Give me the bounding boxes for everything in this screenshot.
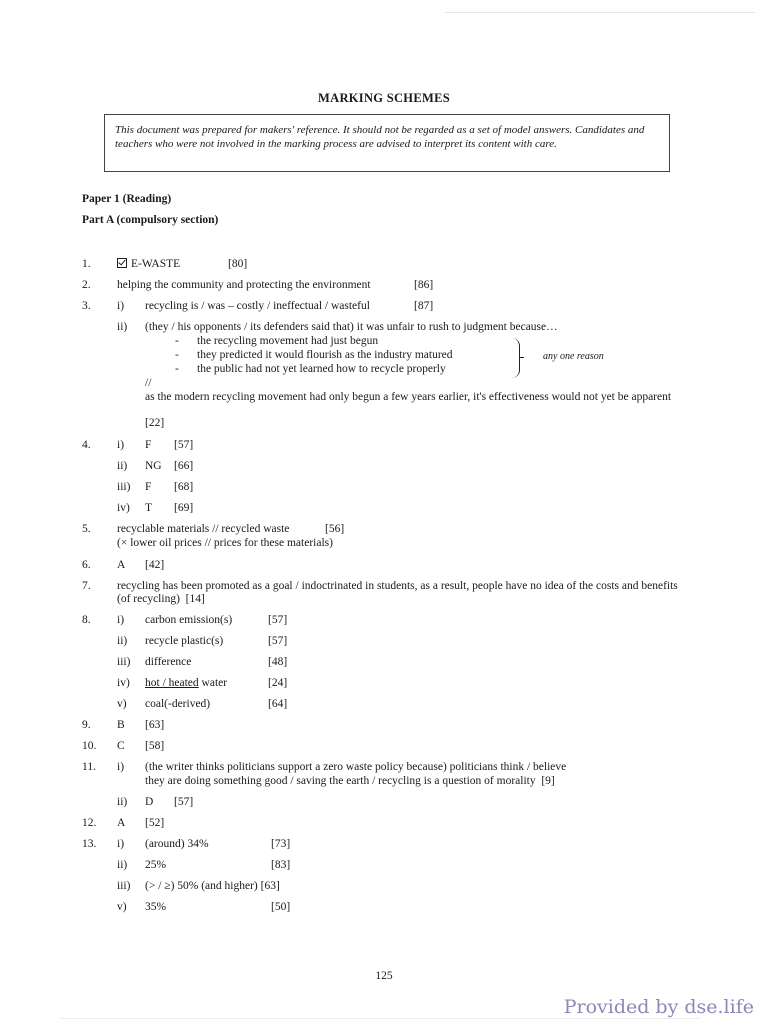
q13-ref: [50] xyxy=(271,901,291,913)
q11-i-text2: they are doing something good / saving the earth / recycling is a question of morality xyxy=(145,775,536,787)
q4-label: i) xyxy=(117,439,125,451)
page-title: MARKING SCHEMES xyxy=(318,91,450,105)
q4-answer: F xyxy=(145,439,152,451)
scan-artifact-top xyxy=(445,12,755,13)
q11-ii-label: ii) xyxy=(117,796,128,808)
q13-ref: [63] xyxy=(260,880,280,892)
q3-bullet: they predicted it would flourish as the industry matured xyxy=(197,349,453,361)
q7-number: 7. xyxy=(82,580,91,592)
q11-i-ref: [9] xyxy=(541,775,555,787)
q7-ref: [14] xyxy=(185,593,205,605)
q3-i-label: i) xyxy=(117,300,125,312)
q8-answer: recycle plastic(s) xyxy=(145,635,224,647)
checkbox-icon xyxy=(117,258,127,268)
q8-answer-underlined: hot / heated xyxy=(145,677,199,689)
q1-ref: [80] xyxy=(228,258,248,270)
q13-label: v) xyxy=(117,901,127,913)
q6-number: 6. xyxy=(82,559,91,571)
q11-i-label: i) xyxy=(117,761,125,773)
q8-label: ii) xyxy=(117,635,128,647)
q13-answer: (around) 34% xyxy=(145,838,209,850)
scan-artifact-bottom xyxy=(60,1018,700,1019)
q5-text: recyclable materials // recycled waste xyxy=(117,523,290,535)
q12-number: 12. xyxy=(82,817,97,829)
q13-answer: 35% xyxy=(145,901,167,913)
q7-answer: recycling has been promoted as a goal / indoctrinated in students, as a result, people have no idea of the costs and benefits (of recycling) xyxy=(117,580,678,605)
brace-tip xyxy=(519,357,524,358)
bullet-mark: - xyxy=(175,363,179,375)
q3-number: 3. xyxy=(82,300,91,312)
q11-i-text-cont xyxy=(145,775,555,787)
q8-number: 8. xyxy=(82,614,91,626)
q6-answer: A xyxy=(117,559,126,571)
disclaimer-box: This document was prepared for makers' reference. It should not be regarded as a set of model answers. Candidates and teachers who were not involved in the marking process are advised to interpret its content with care. xyxy=(104,114,670,172)
q3-ref: [22] xyxy=(145,417,165,429)
q13-number: 13. xyxy=(82,838,97,850)
q4-label: iii) xyxy=(117,481,131,493)
q13-answer xyxy=(145,880,280,892)
q9-ref: [63] xyxy=(145,719,165,731)
q1-number: 1. xyxy=(82,258,91,270)
q4-ref: [69] xyxy=(174,502,194,514)
footer-watermark[interactable]: Provided by dse.life xyxy=(563,996,754,1018)
q4-answer: F xyxy=(145,481,152,493)
q1-text: E-WASTE xyxy=(131,258,181,270)
q5-number: 5. xyxy=(82,523,91,535)
q8-answer xyxy=(145,677,227,689)
q8-label: i) xyxy=(117,614,125,626)
q8-label: iv) xyxy=(117,677,130,689)
q13-ref: [83] xyxy=(271,859,291,871)
q3-ii-label: ii) xyxy=(117,321,128,333)
part-heading: Part A (compulsory section) xyxy=(82,214,219,226)
q8-answer-rest: water xyxy=(198,677,228,689)
q3-alt-marker: // xyxy=(145,377,152,389)
q13-label: ii) xyxy=(117,859,128,871)
q2-ref: [86] xyxy=(414,279,434,291)
q7-text xyxy=(117,580,687,606)
q8-ref: [57] xyxy=(268,635,288,647)
q8-ref: [48] xyxy=(268,656,288,668)
q13-answer-text: (> / ≥) 50% (and higher) xyxy=(145,880,258,892)
any-one-note: any one reason xyxy=(543,351,604,362)
q3-bullet: the recycling movement had just begun xyxy=(197,335,379,347)
q4-ref: [57] xyxy=(174,439,194,451)
q3-i-text: recycling is / was – costly / ineffectual / wasteful xyxy=(145,300,370,312)
q11-number: 11. xyxy=(82,761,96,773)
q3-ii-text: (they / his opponents / its defenders said that) it was unfair to rush to judgment because… xyxy=(145,321,558,333)
q4-ref: [66] xyxy=(174,460,194,472)
q3-alt-text: as the modern recycling movement had only begun a few years earlier, it's effectiveness would not yet be apparent xyxy=(145,391,672,403)
q2-number: 2. xyxy=(82,279,91,291)
q8-label: v) xyxy=(117,698,127,710)
q6-ref: [42] xyxy=(145,559,165,571)
q10-number: 10. xyxy=(82,740,97,752)
brace-shape xyxy=(511,338,520,378)
q8-answer: coal(-derived) xyxy=(145,698,211,710)
q3-bullet: the public had not yet learned how to recycle properly xyxy=(197,363,446,375)
q13-label: i) xyxy=(117,838,125,850)
bullet-mark: - xyxy=(175,335,179,347)
q8-answer: carbon emission(s) xyxy=(145,614,233,626)
paper-heading: Paper 1 (Reading) xyxy=(82,193,172,205)
q8-label: iii) xyxy=(117,656,131,668)
q3-i-ref: [87] xyxy=(414,300,434,312)
page-number: 125 xyxy=(375,970,393,982)
q5-note: (× lower oil prices // prices for these materials) xyxy=(117,537,333,549)
q4-number: 4. xyxy=(82,439,91,451)
q12-ref: [52] xyxy=(145,817,165,829)
q5-ref: [56] xyxy=(325,523,345,535)
q10-answer: C xyxy=(117,740,125,752)
bullet-mark: - xyxy=(175,349,179,361)
q4-answer: NG xyxy=(145,460,162,472)
q4-answer: T xyxy=(145,502,153,514)
q9-number: 9. xyxy=(82,719,91,731)
q9-answer: B xyxy=(117,719,125,731)
q11-i-text: (the writer thinks politicians support a zero waste policy because) politicians think / believe xyxy=(145,761,567,773)
q13-answer: 25% xyxy=(145,859,167,871)
q8-ref: [64] xyxy=(268,698,288,710)
q8-ref: [57] xyxy=(268,614,288,626)
q11-ii-ref: [57] xyxy=(174,796,194,808)
q10-ref: [58] xyxy=(145,740,165,752)
q4-label: iv) xyxy=(117,502,130,514)
q4-label: ii) xyxy=(117,460,128,472)
q12-answer: A xyxy=(117,817,126,829)
q8-answer: difference xyxy=(145,656,192,668)
q13-label: iii) xyxy=(117,880,131,892)
q2-text: helping the community and protecting the environment xyxy=(117,279,371,291)
q11-ii-answer: D xyxy=(145,796,154,808)
q8-ref: [24] xyxy=(268,677,288,689)
q1-answer xyxy=(117,257,180,270)
q4-ref: [68] xyxy=(174,481,194,493)
q13-ref: [73] xyxy=(271,838,291,850)
